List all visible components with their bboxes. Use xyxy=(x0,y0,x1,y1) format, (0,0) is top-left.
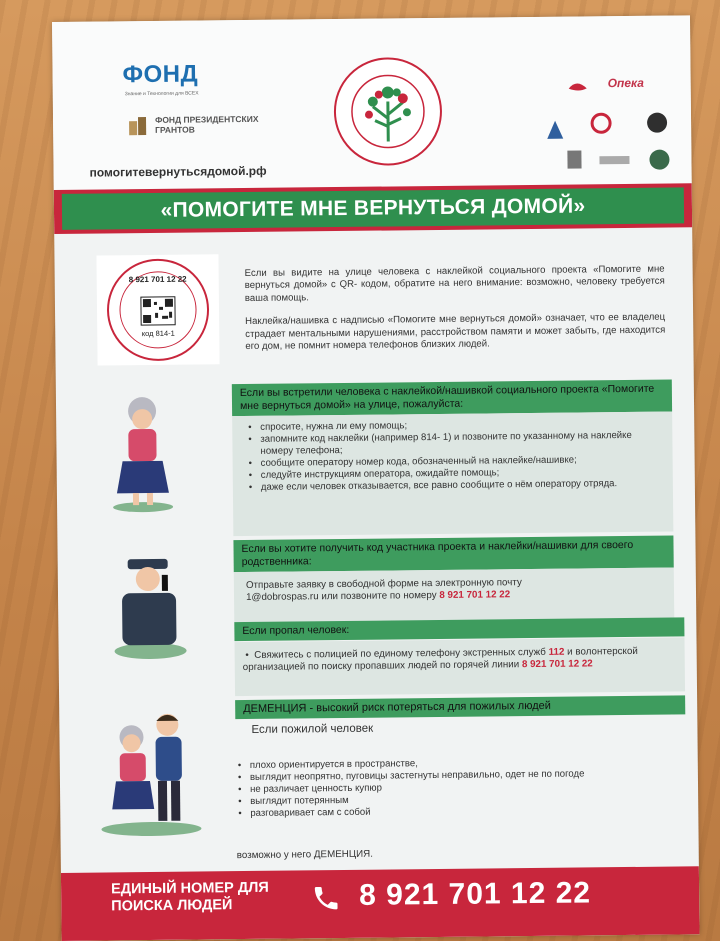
elderly-woman-illustration xyxy=(108,393,179,514)
site-url[interactable]: помогитевернутьсядомой.рф xyxy=(89,163,267,180)
missing-text: Свяжитесь с полицией по единому телефону экстренных служб xyxy=(254,646,546,661)
list-item: • запомните код наклейки (например 814- 1) и позвоните по указанному на наклейке номеру телефона; xyxy=(246,430,666,458)
list-item: • выглядит потерянным xyxy=(236,792,656,808)
presidential-grants-label: ФОНД ПРЕЗИДЕНТСКИХ ГРАНТОВ xyxy=(154,113,259,135)
police-officer-illustration xyxy=(110,551,191,662)
phone-icon xyxy=(311,883,341,913)
fund-logo-text: ФОНД xyxy=(122,60,199,89)
missing-instructions: • Свяжитесь с полицией по единому телефону экстренных служб 112 и волонтерской организацией по поиску пропавших людей по горячей линии 8 921 701 12 22 xyxy=(242,645,638,674)
list-item: • не различает ценность купюр xyxy=(236,780,656,796)
page-title: «ПОМОГИТЕ МНЕ ВЕРНУТЬСЯ ДОМОЙ» xyxy=(160,194,586,222)
fund-subtitle: Знание и Технологии для ВСЕХ xyxy=(124,90,199,98)
dementia-subheading: Если пожилой человек xyxy=(251,722,374,736)
missing-text: и волонтерской организацией по поиску пропавших людей по горячей линии xyxy=(242,645,638,674)
list-item: • выглядит неопрятно, пуговицы застегнуты неправильно, одет не по погоде xyxy=(236,768,656,784)
intro-text xyxy=(245,264,666,365)
get-code-text: Отправьте заявку в свободной форме на электронную почту xyxy=(245,577,522,591)
list-item: • разговаривает сам с собой xyxy=(236,804,656,820)
intro-paragraph: Если вы видите на улице человека с наклейкой социального проекта «Помогите мне вернуться домой» с QR- кодом, обратите на него внимание: возможно, человеку требуется ваша помощь. xyxy=(244,263,665,304)
project-seal-logo xyxy=(332,56,443,167)
contact-email[interactable]: 1@dobrospas.ru xyxy=(245,591,319,604)
list-item: • спросите, нужна ли ему помощь; xyxy=(246,418,666,434)
presidential-grants-icon xyxy=(127,115,149,137)
section-heading-get-code: Если вы хотите получить код участника проекта и наклейки/нашивки для своего родственника: xyxy=(233,536,673,573)
partner-opeka-logo: Опека xyxy=(607,75,644,91)
fund-logo xyxy=(122,60,198,89)
section-heading-met: Если вы встретили человека с наклейкой/нашивкой социального проекта «Помогите мне вернуться домой» на улице, пожалуйста: xyxy=(232,380,672,417)
sticker-code: код 814-1 xyxy=(141,328,175,339)
leaflet xyxy=(52,15,700,941)
qr-sticker-icon xyxy=(96,254,219,365)
sticker-example xyxy=(96,254,219,365)
dementia-conclusion: возможно у него ДЕМЕНЦИЯ. xyxy=(236,848,373,862)
section-heading-missing: Если пропал человек: xyxy=(234,617,684,641)
section-heading-dementia: ДЕМЕНЦИЯ - высокий риск потеряться для пожилых людей xyxy=(235,695,685,719)
dementia-signs-list xyxy=(236,756,657,820)
footer-phone-number[interactable]: 8 921 701 12 22 xyxy=(358,876,592,912)
hotline-phone[interactable]: 8 921 701 12 22 xyxy=(521,658,593,671)
list-item: • даже если человек отказывается, все равно сообщите о нём оператору отряда. xyxy=(247,478,667,494)
get-code-text: или позвоните по номеру xyxy=(321,590,437,603)
list-item: • плохо ориентируется в пространстве, xyxy=(236,756,656,772)
intro-paragraph: Наклейка/нашивка с надписью «Помогите мне вернуться домой» означает, что ее владелец страдает ментальными нарушениями, расстройством памяти и может забыть, где находится его дом, не помнит номера телефонов близких людей. xyxy=(245,311,666,353)
list-item: • следуйте инструкциям оператора, ожидайте помощь; xyxy=(247,466,667,482)
emergency-number[interactable]: 112 xyxy=(548,646,565,658)
get-code-instructions xyxy=(246,576,666,605)
list-item: • сообщите оператору номер кода, обозначенный на наклейке/нашивке; xyxy=(247,454,667,470)
contact-phone[interactable]: 8 921 701 12 22 xyxy=(439,589,511,602)
met-instructions-list xyxy=(246,418,667,494)
footer-label: ЕДИНЫЙ НОМЕР ДЛЯ ПОИСКА ЛЮДЕЙ xyxy=(111,879,269,915)
sticker-phone: 8 921 701 12 22 xyxy=(128,274,187,285)
elderly-couple-illustration xyxy=(95,708,206,839)
